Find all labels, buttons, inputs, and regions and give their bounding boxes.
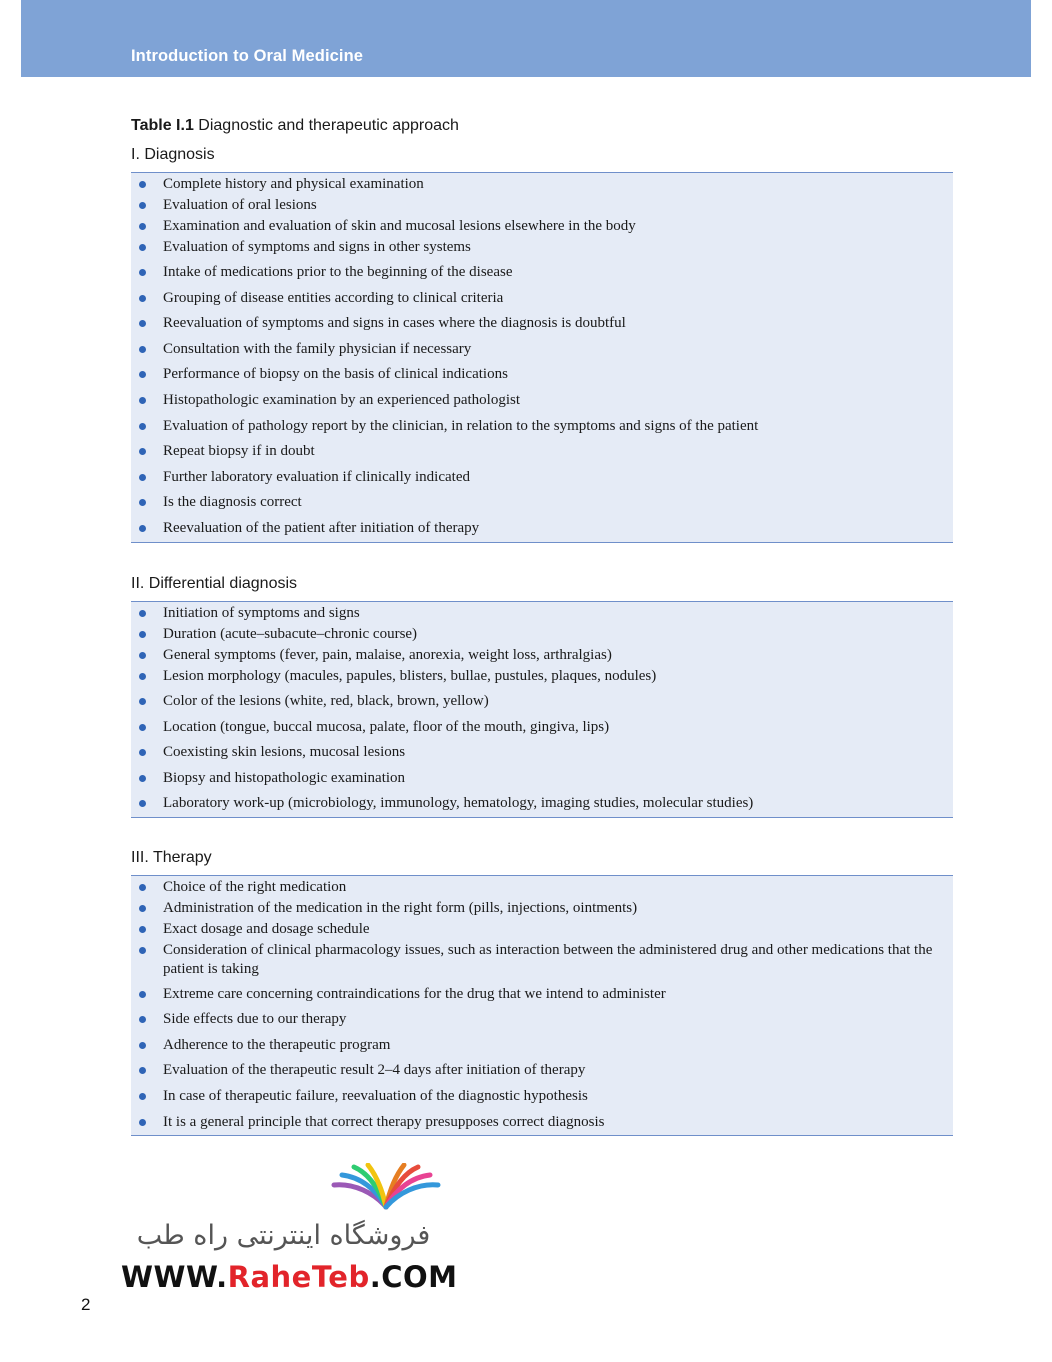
section-box-therapy: Choice of the right medication Administration of the medication in the right form (pills, injections, ointments) Exact dosage and dosage schedule Consideration of clinical pharmacology issues, such as interaction between the administered drug and other medications that the patient is taking Extreme care concerning contraindications for the drug that we intend to administer Side effects due to our therapy Adherence to the therapeutic program Evaluation of the therapeutic result 2–4 days after initiation of therapy In case of therapeutic failure, reevaluation of the diagnostic hypothesis It is a general principle that correct therapy presupposes correct diagnosis (131, 875, 953, 1136)
watermark-persian-text: فروشگاه اینترنتی راه طب (136, 1220, 431, 1251)
bullet-icon (139, 926, 146, 933)
page-number: 2 (81, 1295, 91, 1314)
section-box-differential-diagnosis: Initiation of symptoms and signs Duration (acute–subacute–chronic course) General symptoms (fever, pain, malaise, anorexia, weight loss, arthralgias) Lesion morphology (macules, papules, blisters, bullae, pustules, plaques, nodules) Color of the lesions (white, red, black, brown, yellow) Location (tongue, buccal mucosa, palate, floor of the mouth, gingiva, lips) Coexisting skin lesions, mucosal lesions Biopsy and histopathologic examination Laboratory work-up (microbiology, immunology, hematology, imaging studies, molecular studies) (131, 601, 953, 818)
table-title: Diagnostic and therapeutic approach (198, 117, 459, 134)
bullet-icon (139, 1119, 146, 1126)
section-title-diagnosis: I. Diagnosis (131, 146, 215, 163)
bullet-icon (139, 295, 146, 302)
bullet-icon (139, 397, 146, 404)
bullet-icon (139, 905, 146, 912)
bullet-icon (139, 800, 146, 807)
bullet-icon (139, 474, 146, 481)
bullet-icon (139, 775, 146, 782)
bullet-icon (139, 371, 146, 378)
section-title-therapy: III. Therapy (131, 849, 212, 866)
bullet-icon (139, 202, 146, 209)
bullet-icon (139, 1016, 146, 1023)
bullet-icon (139, 631, 146, 638)
table-caption (131, 117, 459, 135)
watermark-url-suffix: .COM (369, 1260, 458, 1294)
section-box-diagnosis: Complete history and physical examination Evaluation of oral lesions Examination and evaluation of skin and mucosal lesions elsewhere in the body Evaluation of symptoms and signs in other systems Intake of medications prior to the beginning of the disease Grouping of disease entities according to clinical criteria Reevaluation of symptoms and signs in cases where the diagnosis is doubtful Consultation with the family physician if necessary Performance of biopsy on the basis of clinical indications Histopathologic examination by an experienced pathologist Evaluation of pathology report by the clinician, in relation to the symptoms and signs of the patient Repeat biopsy if in doubt Further laboratory evaluation if clinically indicated Is the diagnosis correct Reevaluation of the patient after initiation of therapy (131, 172, 953, 543)
bullet-icon (139, 724, 146, 731)
bullet-icon (139, 749, 146, 756)
bullet-icon (139, 673, 146, 680)
bullet-icon (139, 1042, 146, 1049)
bullet-icon (139, 346, 146, 353)
bullet-icon (139, 698, 146, 705)
bullet-icon (139, 269, 146, 276)
open-book-logo-icon (330, 1163, 442, 1211)
bullet-icon (139, 884, 146, 891)
bullet-icon (139, 223, 146, 230)
bullet-icon (139, 320, 146, 327)
bullet-icon (139, 448, 146, 455)
watermark-url-prefix: WWW. (121, 1260, 228, 1294)
table-label: Table I.1 (131, 117, 194, 134)
bullet-icon (139, 1093, 146, 1100)
section-title-differential-diagnosis: II. Differential diagnosis (131, 575, 298, 592)
bullet-icon (139, 652, 146, 659)
bullet-icon (139, 499, 146, 506)
bullet-icon (139, 991, 146, 998)
bullet-icon (139, 1067, 146, 1074)
bullet-icon (139, 181, 146, 188)
bullet-icon (139, 947, 146, 954)
bullet-icon (139, 423, 146, 430)
watermark-url-brand: RaheTeb (227, 1260, 370, 1294)
watermark-url (121, 1260, 458, 1294)
bullet-icon (139, 610, 146, 617)
bullet-icon (139, 244, 146, 251)
bullet-icon (139, 525, 146, 532)
running-header-title: Introduction to Oral Medicine (131, 47, 364, 65)
